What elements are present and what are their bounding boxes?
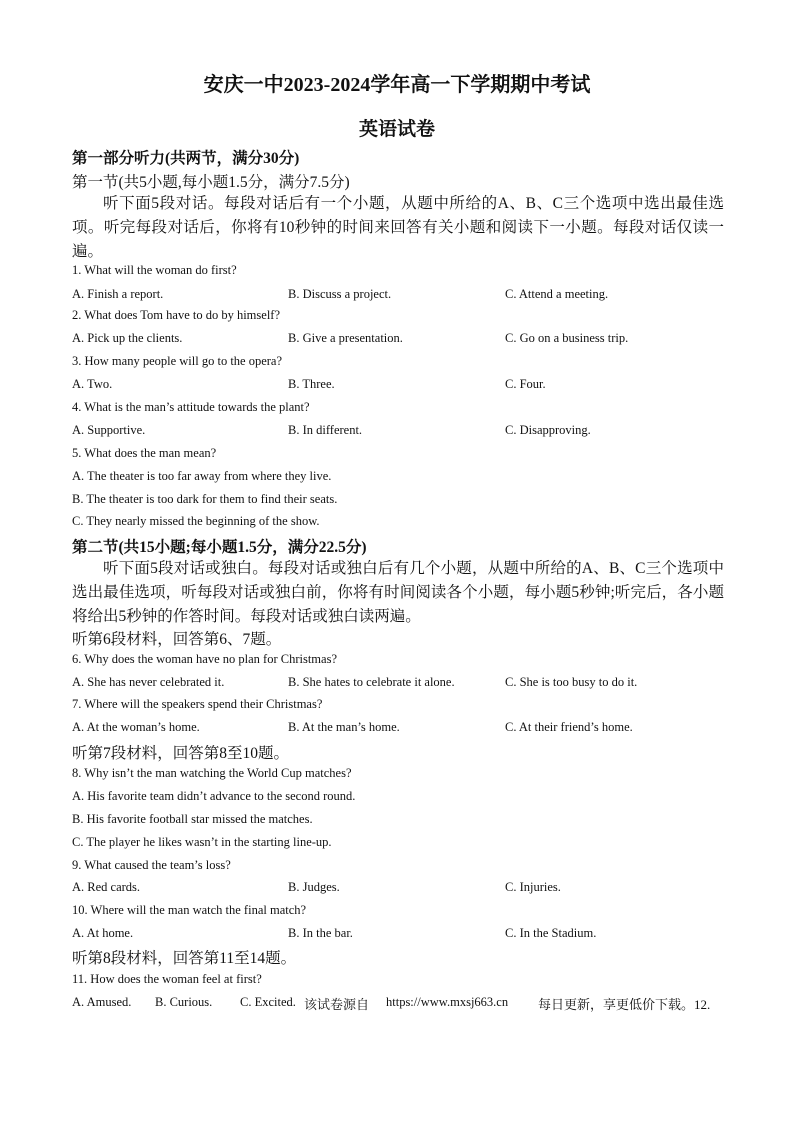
- option-c: C. At their friend’s home.: [505, 720, 633, 734]
- option-c: C. In the Stadium.: [505, 926, 597, 940]
- question-stem: 10. Where will the man watch the final match?: [72, 903, 307, 917]
- question-stem: 5. What does the man mean?: [72, 446, 217, 460]
- option-a: A. Finish a report.: [72, 287, 164, 301]
- section1-instructions: 听下面5段对话。每段对话后有一个小题，从题中所给的A、B、C三个选项中选出最佳选项。听完每段对话后，你将有10秒钟的时间来回答有关小题和阅读下一小题。每段对话仅读一遍。: [72, 195, 724, 260]
- option-b: B. Give a presentation.: [288, 331, 403, 345]
- option-b: B. Curious.: [155, 995, 213, 1009]
- question-stem: 1. What will the woman do first?: [72, 263, 237, 277]
- option-b: B. The theater is too dark for them to find their seats.: [72, 492, 338, 506]
- section1-heading: 第一节(共5小题,每小题1.5分，满分7.5分): [72, 174, 350, 191]
- question-stem: 7. Where will the speakers spend their Christmas?: [72, 697, 323, 711]
- option-b: B. His favorite football star missed the matches.: [72, 812, 313, 826]
- option-b: B. At the man’s home.: [288, 720, 400, 734]
- option-b: B. Discuss a project.: [288, 287, 392, 301]
- option-c: C. She is too busy to do it.: [505, 675, 638, 689]
- option-c: C. Attend a meeting.: [505, 287, 609, 301]
- question-stem: 11. How does the woman feel at first?: [72, 972, 262, 986]
- option-c: C. Four.: [505, 377, 546, 391]
- option-a: A. At home.: [72, 926, 134, 940]
- material-heading: 听第7段材料，回答第8至10题。: [72, 745, 290, 762]
- question-stem: 2. What does Tom have to do by himself?: [72, 308, 281, 322]
- question-stem: 4. What is the man’s attitude towards the plant?: [72, 400, 310, 414]
- question-stem: 8. Why isn’t the man watching the World Cup matches?: [72, 766, 352, 780]
- option-c: C. Injuries.: [505, 880, 561, 894]
- watermark-text: 该试卷源自: [304, 997, 370, 1012]
- option-a: A. The theater is too far away from where they live.: [72, 469, 332, 483]
- option-b: B. In different.: [288, 423, 363, 437]
- watermark-url[interactable]: https://www.mxsj663.cn: [386, 995, 509, 1009]
- option-a: A. At the woman’s home.: [72, 720, 200, 734]
- option-a: A. Supportive.: [72, 423, 146, 437]
- option-b: B. Three.: [288, 377, 335, 391]
- material-heading: 听第6段材料，回答第6、7题。: [72, 631, 282, 648]
- question-stem: 6. Why does the woman have no plan for Christmas?: [72, 652, 337, 666]
- question-stem: 9. What caused the team’s loss?: [72, 858, 231, 872]
- option-a: A. Pick up the clients.: [72, 331, 183, 345]
- material-heading: 听第8段材料，回答第11至14题。: [72, 950, 297, 967]
- option-c: C. Excited.: [240, 995, 296, 1009]
- section2-heading: 第二节(共15小题;每小题1.5分，满分22.5分): [72, 539, 367, 556]
- option-c: C. Disapproving.: [505, 423, 591, 437]
- part1-heading: 第一部分听力(共两节，满分30分): [72, 150, 300, 167]
- option-b: B. Judges.: [288, 880, 340, 894]
- option-c: C. They nearly missed the beginning of the show.: [72, 514, 320, 528]
- option-a: A. His favorite team didn’t advance to the second round.: [72, 789, 356, 803]
- option-b: B. In the bar.: [288, 926, 353, 940]
- option-c: C. The player he likes wasn’t in the starting line-up.: [72, 835, 332, 849]
- question-stem: 3. How many people will go to the opera?: [72, 354, 283, 368]
- option-a: A. Amused.: [72, 995, 132, 1009]
- option-b: B. She hates to celebrate it alone.: [288, 675, 455, 689]
- option-c: C. Go on a business trip.: [505, 331, 629, 345]
- exam-title: 安庆一中2023-2024学年高一下学期期中考试: [203, 74, 591, 96]
- option-a: A. She has never celebrated it.: [72, 675, 225, 689]
- option-a: A. Red cards.: [72, 880, 141, 894]
- watermark-tail: 每日更新，享更低价下载。12.: [538, 997, 711, 1012]
- option-a: A. Two.: [72, 377, 113, 391]
- section2-instructions: 听下面5段对话或独白。每段对话或独白后有几个小题，从题中所给的A、B、C三个选项中选出最佳选项，听每段对话或独白前，你将有时间阅读各个小题，每小题5秒钟;听完后，各小题将给出5秒钟的作答时间。每段对话或独白读两遍。: [72, 560, 724, 625]
- exam-subject: 英语试卷: [358, 119, 435, 140]
